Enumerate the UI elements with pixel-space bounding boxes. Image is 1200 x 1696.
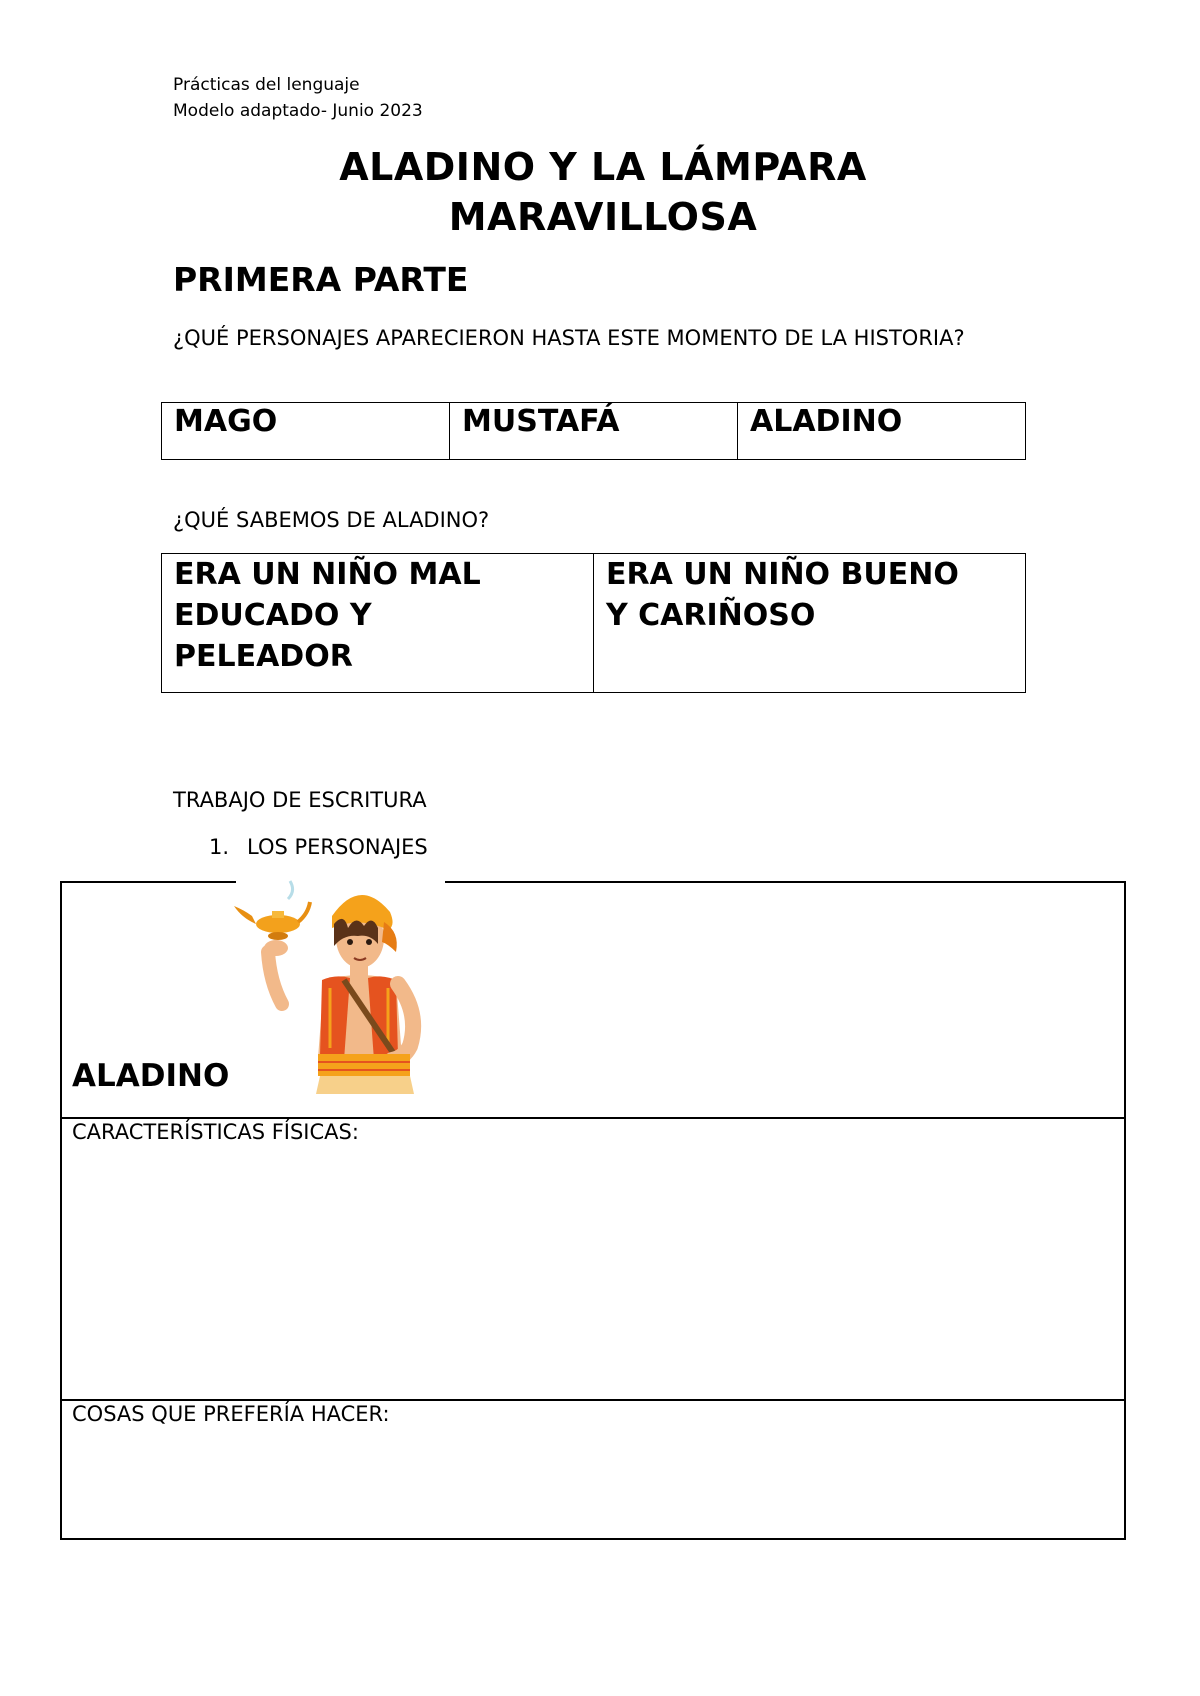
section-title: PRIMERA PARTE [173, 260, 469, 299]
fact-cell-good [594, 554, 1026, 693]
character-cell-mustafa: MUSTAFÁ [450, 403, 738, 460]
box-bottom-border [60, 1538, 1126, 1540]
question-characters: ¿QUÉ PERSONAJES APARECIERON HASTA ESTE MOMENTO DE LA HISTORIA? [173, 326, 965, 350]
page-title [173, 142, 1033, 242]
character-worksheet-box [60, 881, 1126, 1540]
box-right-border [1124, 881, 1126, 1540]
question-aladino: ¿QUÉ SABEMOS DE ALADINO? [173, 508, 490, 532]
character-cell-mago: MAGO [162, 403, 450, 460]
list-number: 1. [209, 835, 230, 859]
fact-bad-line-2: EDUCADO Y [174, 598, 372, 633]
fact-good-line-2: Y CARIÑOSO [606, 598, 816, 633]
preferences-label: COSAS QUE PREFERÍA HACER: [72, 1402, 390, 1426]
box-left-border [60, 881, 62, 1540]
header-subject: Prácticas del lenguaje [173, 75, 360, 95]
character-cell-aladino: ALADINO [738, 403, 1026, 460]
title-line-1: ALADINO Y LA LÁMPARA [339, 145, 867, 189]
aladdin-illustration [232, 876, 450, 1094]
box-divider-2 [60, 1399, 1126, 1401]
title-line-2: MARAVILLOSA [448, 195, 758, 239]
box-top-border-left [60, 881, 236, 883]
header-model: Modelo adaptado- Junio 2023 [173, 101, 423, 121]
fact-good-line-1: ERA UN NIÑO BUENO [606, 557, 959, 592]
physical-traits-label: CARACTERÍSTICAS FÍSICAS: [72, 1120, 359, 1144]
box-divider-1 [60, 1117, 1126, 1119]
character-name: ALADINO [72, 1058, 230, 1094]
writing-heading: TRABAJO DE ESCRITURA [173, 788, 427, 812]
characters-table [161, 402, 1026, 460]
box-top-border-right [445, 881, 1126, 883]
fact-cell-bad [162, 554, 594, 693]
fact-bad-line-1: ERA UN NIÑO MAL [174, 557, 481, 592]
aladino-facts-table [161, 553, 1026, 693]
list-item-characters: LOS PERSONAJES [247, 835, 428, 859]
fact-bad-line-3: PELEADOR [174, 639, 353, 674]
